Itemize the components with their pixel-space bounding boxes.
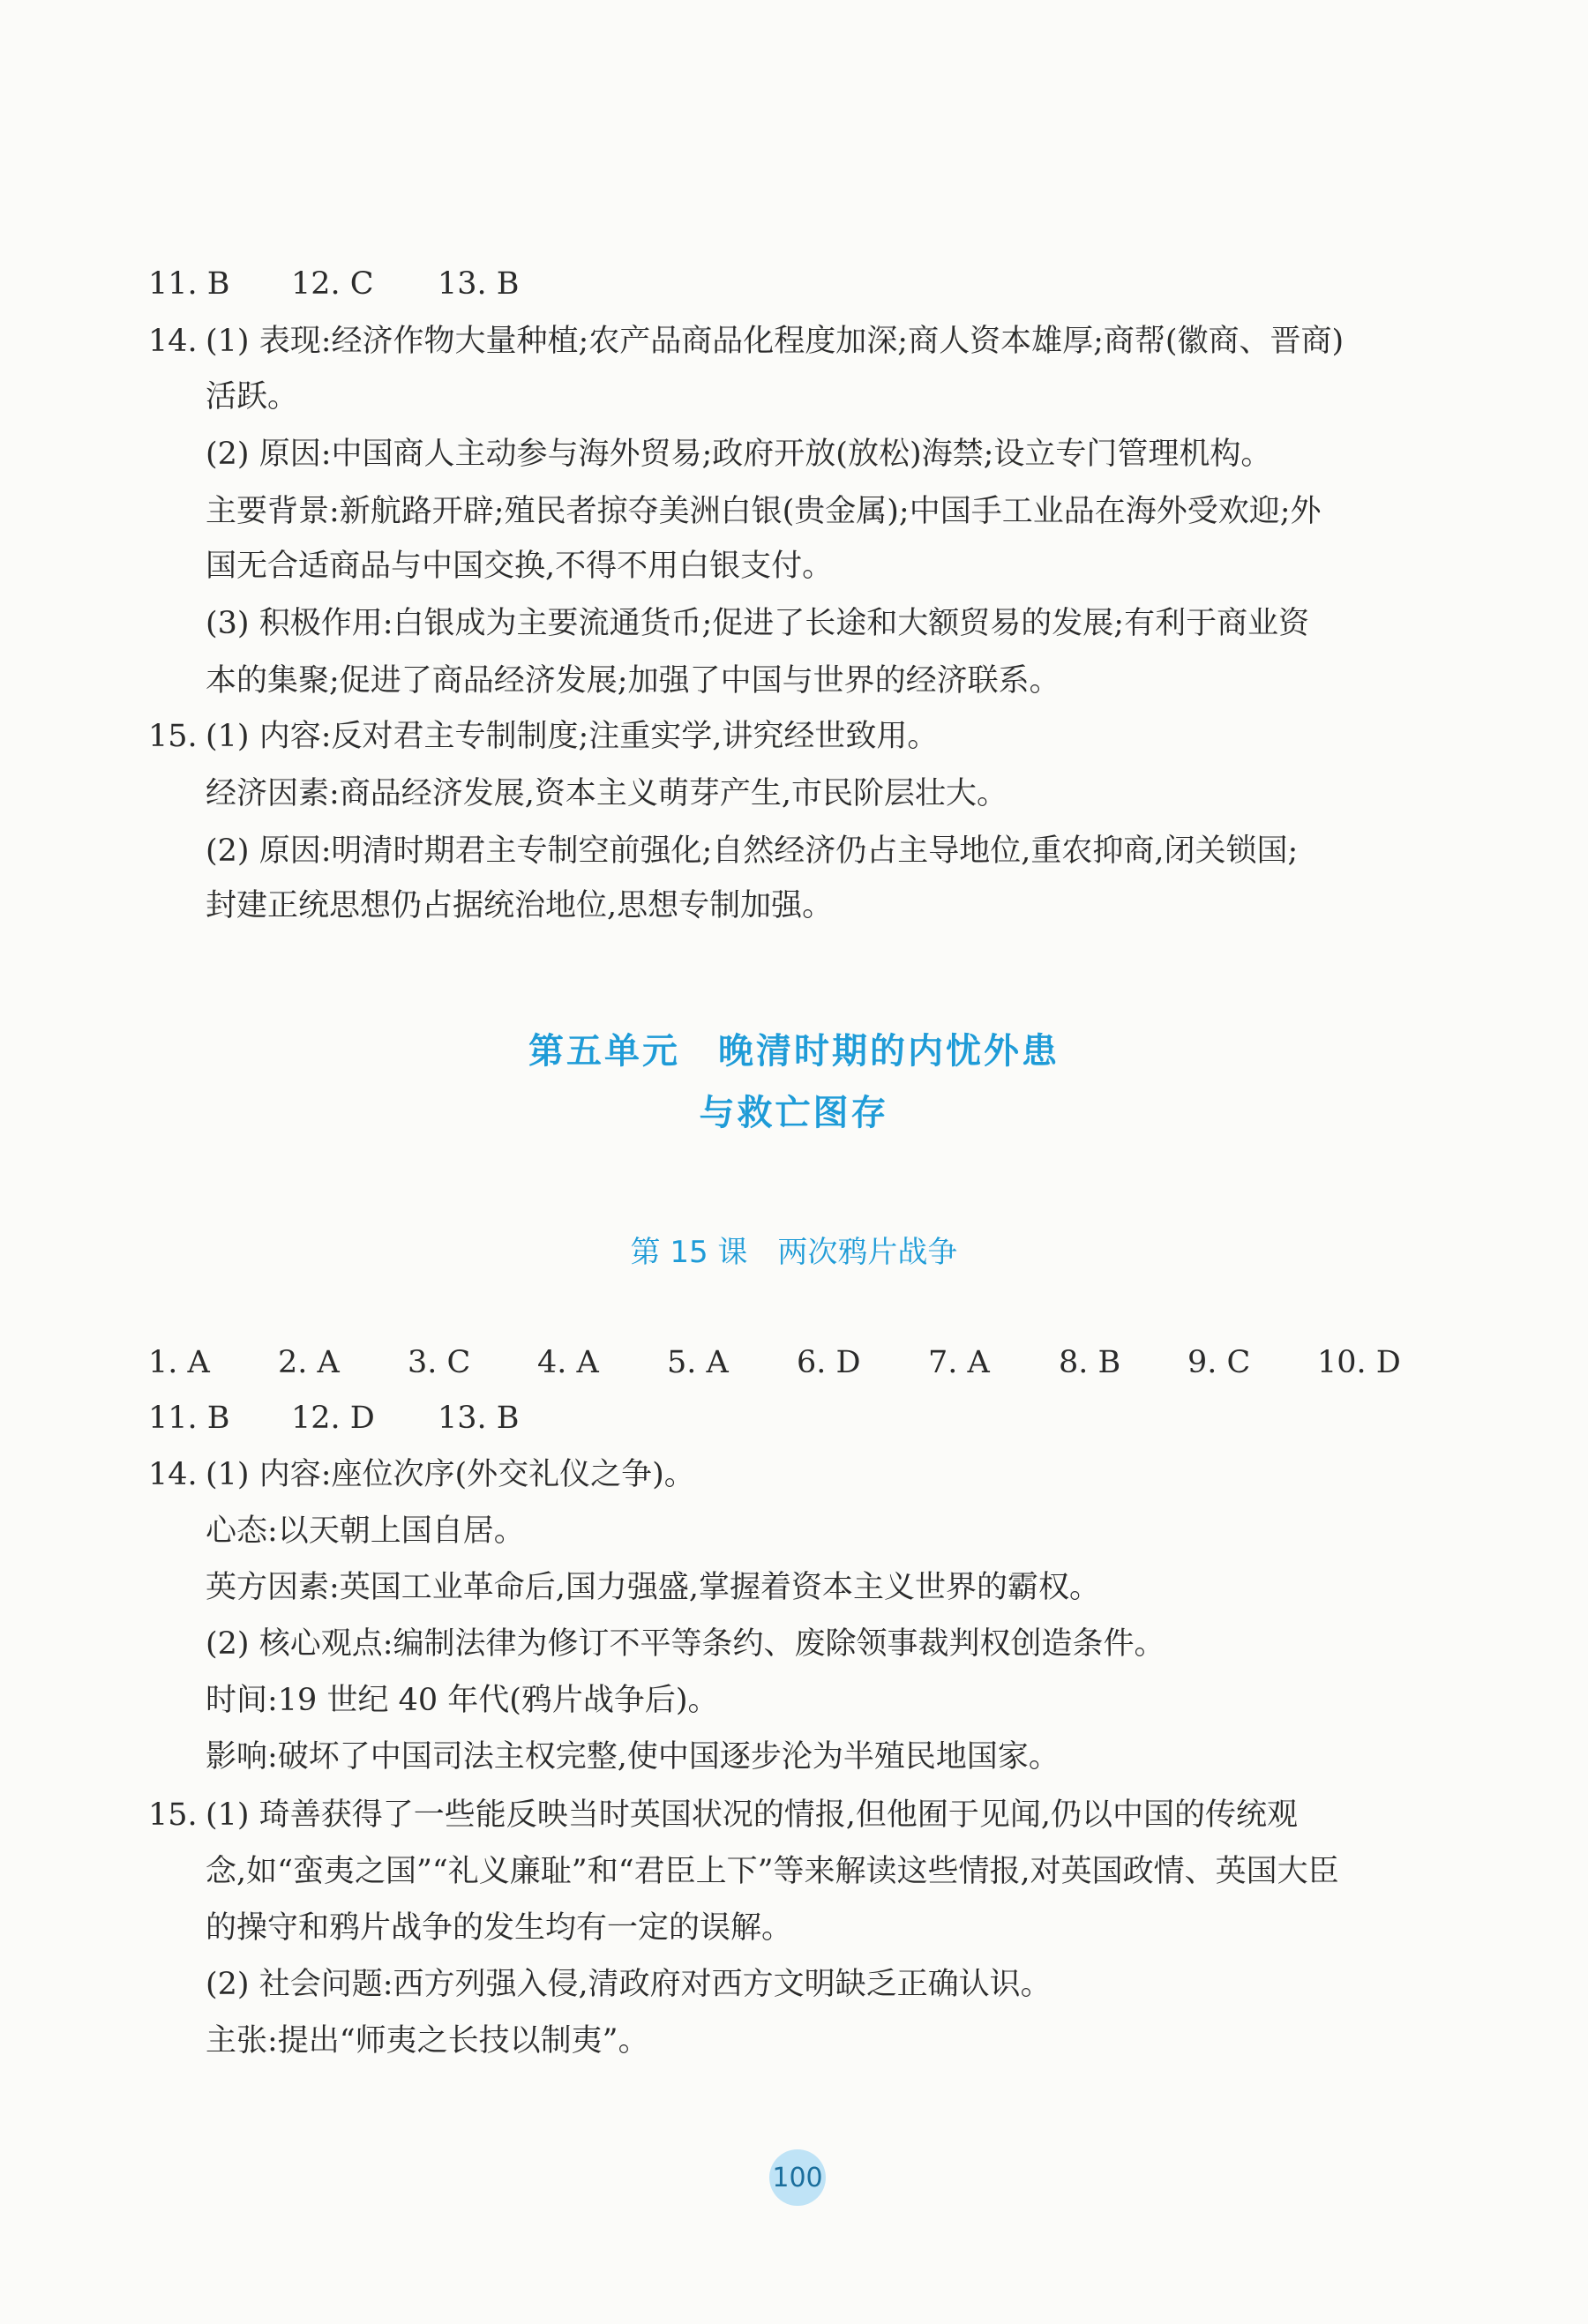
answer-line: (1) 内容:座位次序(外交礼仪之争)。 [206, 1457, 695, 1492]
answer-line: (1) 琦善获得了一些能反映当时英国状况的情报,但他囿于见闻,仍以中国的传统观 [206, 1797, 1298, 1833]
mc-answer: 5. A [667, 1345, 729, 1380]
mc-answer: 9. C [1187, 1345, 1251, 1380]
mc-answer: 7. A [928, 1345, 990, 1380]
answer-line: 国无合适商品与中国交换,不得不用白银支付。 [206, 549, 834, 584]
mc-answer: 13. B [438, 1401, 520, 1436]
answer-line: 心态:以天朝上国自居。 [206, 1513, 525, 1549]
mc-answer: 2. A [278, 1345, 340, 1380]
answer-line: (2) 核心观点:编制法律为修订不平等条约、废除领事裁判权创造条件。 [206, 1626, 1165, 1662]
unit-title-line2: 与救亡图存 [699, 1093, 889, 1133]
mc-answer: 11. B [148, 1401, 230, 1436]
mc-answer: 3. C [408, 1345, 471, 1380]
question-number: 14. [148, 324, 198, 359]
answer-line: 主张:提出“师夷之长技以制夷”。 [206, 2023, 649, 2059]
answer-line: 活跃。 [206, 379, 299, 415]
answer-line: 本的集聚;促进了商品经济发展;加强了中国与世界的经济联系。 [206, 663, 1060, 699]
answer-line: 念,如“蛮夷之国”“礼义廉耻”和“君臣上下”等来解读这些情报,对英国政情、英国大臣 [206, 1854, 1339, 1889]
answer-line: 经济因素:商品经济发展,资本主义萌芽产生,市民阶层壮大。 [206, 776, 1008, 811]
page-number-badge [769, 2149, 826, 2206]
answer-line: (2) 社会问题:西方列强入侵,清政府对西方文明缺乏正确认识。 [206, 1967, 1052, 2002]
unit-title-line1: 第五单元 晚清时期的内忧外患 [528, 1031, 1060, 1072]
answer-line: 影响:破坏了中国司法主权完整,使中国逐步沦为半殖民地国家。 [206, 1739, 1060, 1775]
answer-line: (2) 原因:中国商人主动参与海外贸易;政府开放(放松)海禁;设立专门管理机构。 [206, 437, 1272, 472]
mc-answer: 11. B [148, 266, 230, 302]
mc-answer: 13. B [438, 266, 520, 302]
mc-answer: 10. D [1317, 1345, 1401, 1380]
mc-answer: 12. D [291, 1401, 375, 1436]
mc-answer: 12. C [291, 266, 374, 302]
question-number: 15. [148, 1797, 198, 1833]
mc-answer: 1. A [148, 1345, 210, 1380]
page-number: 100 [772, 2162, 823, 2193]
answer-line: (2) 原因:明清时期君主专制空前强化;自然经济仍占主导地位,重农抑商,闭关锁国; [206, 833, 1299, 869]
mc-answer: 4. A [537, 1345, 599, 1380]
answer-line: 主要背景:新航路开辟;殖民者掠夺美洲白银(贵金属);中国手工业品在海外受欢迎;外 [206, 494, 1322, 529]
answer-line: 英方因素:英国工业革命后,国力强盛,掌握着资本主义世界的霸权。 [206, 1570, 1101, 1605]
lesson-title: 第 15 课 两次鸦片战争 [630, 1235, 958, 1270]
question-number: 15. [148, 719, 198, 754]
answer-line: (3) 积极作用:白银成为主要流通货币;促进了长途和大额贸易的发展;有利于商业资 [206, 606, 1310, 641]
mc-answer: 6. D [797, 1345, 861, 1380]
answer-line: 时间:19 世纪 40 年代(鸦片战争后)。 [206, 1683, 719, 1718]
answer-line: 封建正统思想仍占据统治地位,思想专制加强。 [206, 888, 834, 923]
answer-line: 的操守和鸦片战争的发生均有一定的误解。 [206, 1910, 793, 1946]
answer-line: (1) 表现:经济作物大量种植;农产品商品化程度加深;商人资本雄厚;商帮(徽商、晋商) [206, 324, 1345, 359]
question-number: 14. [148, 1457, 198, 1492]
mc-answer: 8. B [1059, 1345, 1121, 1380]
answer-line: (1) 内容:反对君主专制制度;注重实学,讲究经世致用。 [206, 719, 939, 754]
